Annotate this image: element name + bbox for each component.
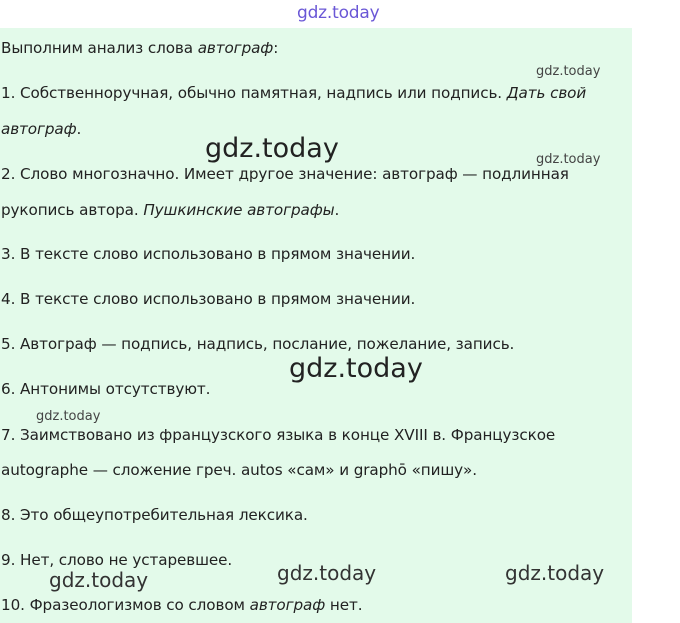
item-8: 8. Это общеупотребительная лексика. [1,506,308,524]
item-2-end: . [334,201,340,219]
watermark-7: gdz.today [277,561,377,585]
item-1-line-1 [1,83,586,103]
item-2-italic: Пушкинские автографы [143,201,335,219]
item-9: 9. Нет, слово не устаревшее. [1,551,233,569]
item-2-text-2: рукопись автора. [1,201,144,219]
item-2-line-1 [1,164,569,184]
item-1-line-2 [1,119,81,139]
item-1-italic-1: Дать свой [506,84,587,102]
item-10-italic: автограф [249,596,326,614]
item-6: 6. Антонимы отсутствуют. [1,380,211,398]
item-7-line-2: autographe — сложение греч. autos «сам» и graphō «пишу». [1,461,477,479]
answer-panel [0,28,632,623]
watermark-3: gdz.today [536,152,601,167]
intro-colon: : [273,39,279,57]
intro-word: автограф [197,39,274,57]
item-10-end: нет. [325,596,363,614]
intro-text: Выполним анализ слова [1,39,198,57]
page-header [0,0,680,28]
item-3: 3. В тексте слово использовано в прямом значении. [1,245,416,263]
item-2-text: 2. Слово многозначно. Имеет другое значение: автограф — подлинная [1,165,569,183]
item-1-text: 1. Собственноручная, обычно памятная, надпись или подпись. [1,84,507,102]
watermark-4: gdz.today [289,353,423,384]
header-watermark: gdz.today [297,3,380,23]
item-7-line-1: 7. Заимствовано из французского языка в конце XVIII в. Французское [1,426,556,444]
watermark-6: gdz.today [49,568,149,592]
item-1-end: . [76,120,82,138]
item-1-italic-2: автограф [1,120,77,138]
watermark-8: gdz.today [505,561,605,585]
item-10 [1,595,362,615]
watermark-2: gdz.today [205,133,339,164]
item-2-line-2 [1,200,339,220]
item-10-text: 10. Фразеологизмов со словом [1,596,250,614]
item-4: 4. В тексте слово использовано в прямом значении. [1,290,416,308]
item-5: 5. Автограф — подпись, надпись, послание, пожелание, запись. [1,335,515,353]
intro-line [1,38,278,58]
watermark-1: gdz.today [536,64,601,79]
watermark-5: gdz.today [36,409,101,424]
